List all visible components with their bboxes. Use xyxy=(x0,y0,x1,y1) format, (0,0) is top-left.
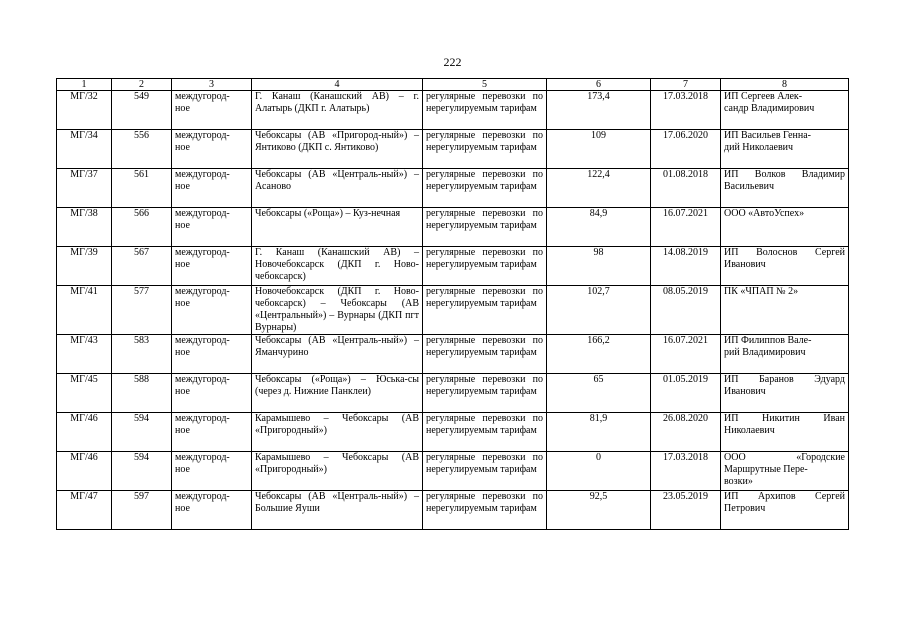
table-row xyxy=(57,286,849,335)
start-date-cell: 01.08.2018 xyxy=(651,169,721,208)
route-code-cell: МГ/41 xyxy=(57,286,112,335)
table-body xyxy=(57,91,849,530)
route-type-cell: междугород- ное xyxy=(172,208,252,247)
start-date-cell: 23.05.2019 xyxy=(651,491,721,530)
route-number-cell: 588 xyxy=(112,374,172,413)
transport-mode-cell: регулярные перевозки по нерегулируемым тарифам xyxy=(423,286,547,335)
route-path-cell: Чебоксары (АВ «Централь-ный») – Яманчурино xyxy=(252,335,423,374)
route-number-cell: 567 xyxy=(112,247,172,286)
table-row xyxy=(57,374,849,413)
start-date-cell: 08.05.2019 xyxy=(651,286,721,335)
route-path-cell: Чебоксары (АВ «Централь-ный») – Асаново xyxy=(252,169,423,208)
table-row xyxy=(57,247,849,286)
start-date-cell: 17.06.2020 xyxy=(651,130,721,169)
route-type-cell: междугород- ное xyxy=(172,247,252,286)
route-code-cell: МГ/43 xyxy=(57,335,112,374)
route-number-cell: 594 xyxy=(112,452,172,491)
carrier-cell: ИП Волков Владимир Васильевич xyxy=(721,169,849,208)
route-type-cell: междугород- ное xyxy=(172,130,252,169)
route-type-cell: междугород- ное xyxy=(172,335,252,374)
header-row xyxy=(57,79,849,91)
carrier-cell: ИП Волоснов Сергей Иванович xyxy=(721,247,849,286)
table-row xyxy=(57,413,849,452)
transport-mode-cell: регулярные перевозки по нерегулируемым тарифам xyxy=(423,413,547,452)
route-length-cell: 109 xyxy=(547,130,651,169)
start-date-cell: 17.03.2018 xyxy=(651,452,721,491)
header-col-5: 5 xyxy=(423,79,547,91)
table-row xyxy=(57,169,849,208)
route-length-cell: 65 xyxy=(547,374,651,413)
route-length-cell: 102,7 xyxy=(547,286,651,335)
table-row xyxy=(57,91,849,130)
table-row xyxy=(57,335,849,374)
carrier-cell: ИП Сергеев Алек- сандр Владимирович xyxy=(721,91,849,130)
route-code-cell: МГ/45 xyxy=(57,374,112,413)
carrier-cell: ИП Баранов Эдуард Иванович xyxy=(721,374,849,413)
route-path-cell: Карамышево – Чебоксары (АВ «Пригородный») xyxy=(252,452,423,491)
page-number: 222 xyxy=(443,55,462,69)
route-type-cell: междугород- ное xyxy=(172,169,252,208)
route-type-cell: междугород- ное xyxy=(172,491,252,530)
transport-mode-cell: регулярные перевозки по нерегулируемым тарифам xyxy=(423,247,547,286)
start-date-cell: 26.08.2020 xyxy=(651,413,721,452)
route-number-cell: 577 xyxy=(112,286,172,335)
table-row xyxy=(57,130,849,169)
transport-mode-cell: регулярные перевозки по нерегулируемым тарифам xyxy=(423,130,547,169)
route-type-cell: междугород- ное xyxy=(172,413,252,452)
route-code-cell: МГ/39 xyxy=(57,247,112,286)
route-code-cell: МГ/47 xyxy=(57,491,112,530)
transport-mode-cell: регулярные перевозки по нерегулируемым тарифам xyxy=(423,208,547,247)
header-col-4: 4 xyxy=(252,79,423,91)
route-path-cell: Чебоксары (АВ «Централь-ный») – Большие Яуши xyxy=(252,491,423,530)
header-col-3: 3 xyxy=(172,79,252,91)
table-row xyxy=(57,208,849,247)
start-date-cell: 14.08.2019 xyxy=(651,247,721,286)
transport-mode-cell: регулярные перевозки по нерегулируемым тарифам xyxy=(423,491,547,530)
route-number-cell: 549 xyxy=(112,91,172,130)
header-col-8: 8 xyxy=(721,79,849,91)
route-number-cell: 556 xyxy=(112,130,172,169)
route-length-cell: 92,5 xyxy=(547,491,651,530)
route-type-cell: междугород- ное xyxy=(172,374,252,413)
route-number-cell: 597 xyxy=(112,491,172,530)
start-date-cell: 01.05.2019 xyxy=(651,374,721,413)
carrier-cell: ИП Никитин Иван Николаевич xyxy=(721,413,849,452)
route-code-cell: МГ/32 xyxy=(57,91,112,130)
carrier-cell: ИП Васильев Генна- дий Николаевич xyxy=(721,130,849,169)
start-date-cell: 17.03.2018 xyxy=(651,91,721,130)
route-number-cell: 594 xyxy=(112,413,172,452)
transport-mode-cell: регулярные перевозки по нерегулируемым тарифам xyxy=(423,374,547,413)
route-length-cell: 173,4 xyxy=(547,91,651,130)
header-col-2: 2 xyxy=(112,79,172,91)
carrier-cell: ИП Архипов Сергей Петрович xyxy=(721,491,849,530)
route-length-cell: 166,2 xyxy=(547,335,651,374)
header-col-6: 6 xyxy=(547,79,651,91)
route-length-cell: 0 xyxy=(547,452,651,491)
route-type-cell: междугород- ное xyxy=(172,286,252,335)
start-date-cell: 16.07.2021 xyxy=(651,208,721,247)
carrier-cell: ООО «АвтоУспех» xyxy=(721,208,849,247)
table-header xyxy=(57,79,849,91)
header-col-1: 1 xyxy=(57,79,112,91)
route-code-cell: МГ/46 xyxy=(57,452,112,491)
carrier-cell: ООО «Городские Маршрутные Пере- возки» xyxy=(721,452,849,491)
route-number-cell: 566 xyxy=(112,208,172,247)
route-type-cell: междугород- ное xyxy=(172,452,252,491)
carrier-cell: ПК «ЧПАП № 2» xyxy=(721,286,849,335)
table-row xyxy=(57,452,849,491)
route-length-cell: 98 xyxy=(547,247,651,286)
route-path-cell: Чебоксары («Роща») – Юська-сы (через д. Нижние Панклеи) xyxy=(252,374,423,413)
route-code-cell: МГ/34 xyxy=(57,130,112,169)
route-path-cell: Г. Канаш (Канашский АВ) – Новочебоксарск (ДКП г. Ново-чебоксарск) xyxy=(252,247,423,286)
start-date-cell: 16.07.2021 xyxy=(651,335,721,374)
route-path-cell: Чебоксары («Роща») – Куз-нечная xyxy=(252,208,423,247)
route-path-cell: Г. Канаш (Канашский АВ) – г. Алатырь (ДКП г. Алатырь) xyxy=(252,91,423,130)
transport-mode-cell: регулярные перевозки по нерегулируемым тарифам xyxy=(423,335,547,374)
route-length-cell: 122,4 xyxy=(547,169,651,208)
route-length-cell: 84,9 xyxy=(547,208,651,247)
transport-mode-cell: регулярные перевозки по нерегулируемым тарифам xyxy=(423,169,547,208)
route-path-cell: Новочебоксарск (ДКП г. Ново-чебоксарск) – Чебоксары (АВ «Центральный») – Вурнары (ДКП пгт Вурнары) xyxy=(252,286,423,335)
routes-table xyxy=(56,78,849,530)
route-number-cell: 583 xyxy=(112,335,172,374)
route-code-cell: МГ/38 xyxy=(57,208,112,247)
transport-mode-cell: регулярные перевозки по нерегулируемым тарифам xyxy=(423,452,547,491)
route-path-cell: Чебоксары (АВ «Пригород-ный») – Янтиково (ДКП с. Янтиково) xyxy=(252,130,423,169)
table-row xyxy=(57,491,849,530)
route-path-cell: Карамышево – Чебоксары (АВ «Пригородный») xyxy=(252,413,423,452)
route-code-cell: МГ/46 xyxy=(57,413,112,452)
route-code-cell: МГ/37 xyxy=(57,169,112,208)
route-type-cell: междугород- ное xyxy=(172,91,252,130)
carrier-cell: ИП Филиппов Вале- рий Владимирович xyxy=(721,335,849,374)
route-number-cell: 561 xyxy=(112,169,172,208)
header-col-7: 7 xyxy=(651,79,721,91)
route-length-cell: 81,9 xyxy=(547,413,651,452)
transport-mode-cell: регулярные перевозки по нерегулируемым тарифам xyxy=(423,91,547,130)
